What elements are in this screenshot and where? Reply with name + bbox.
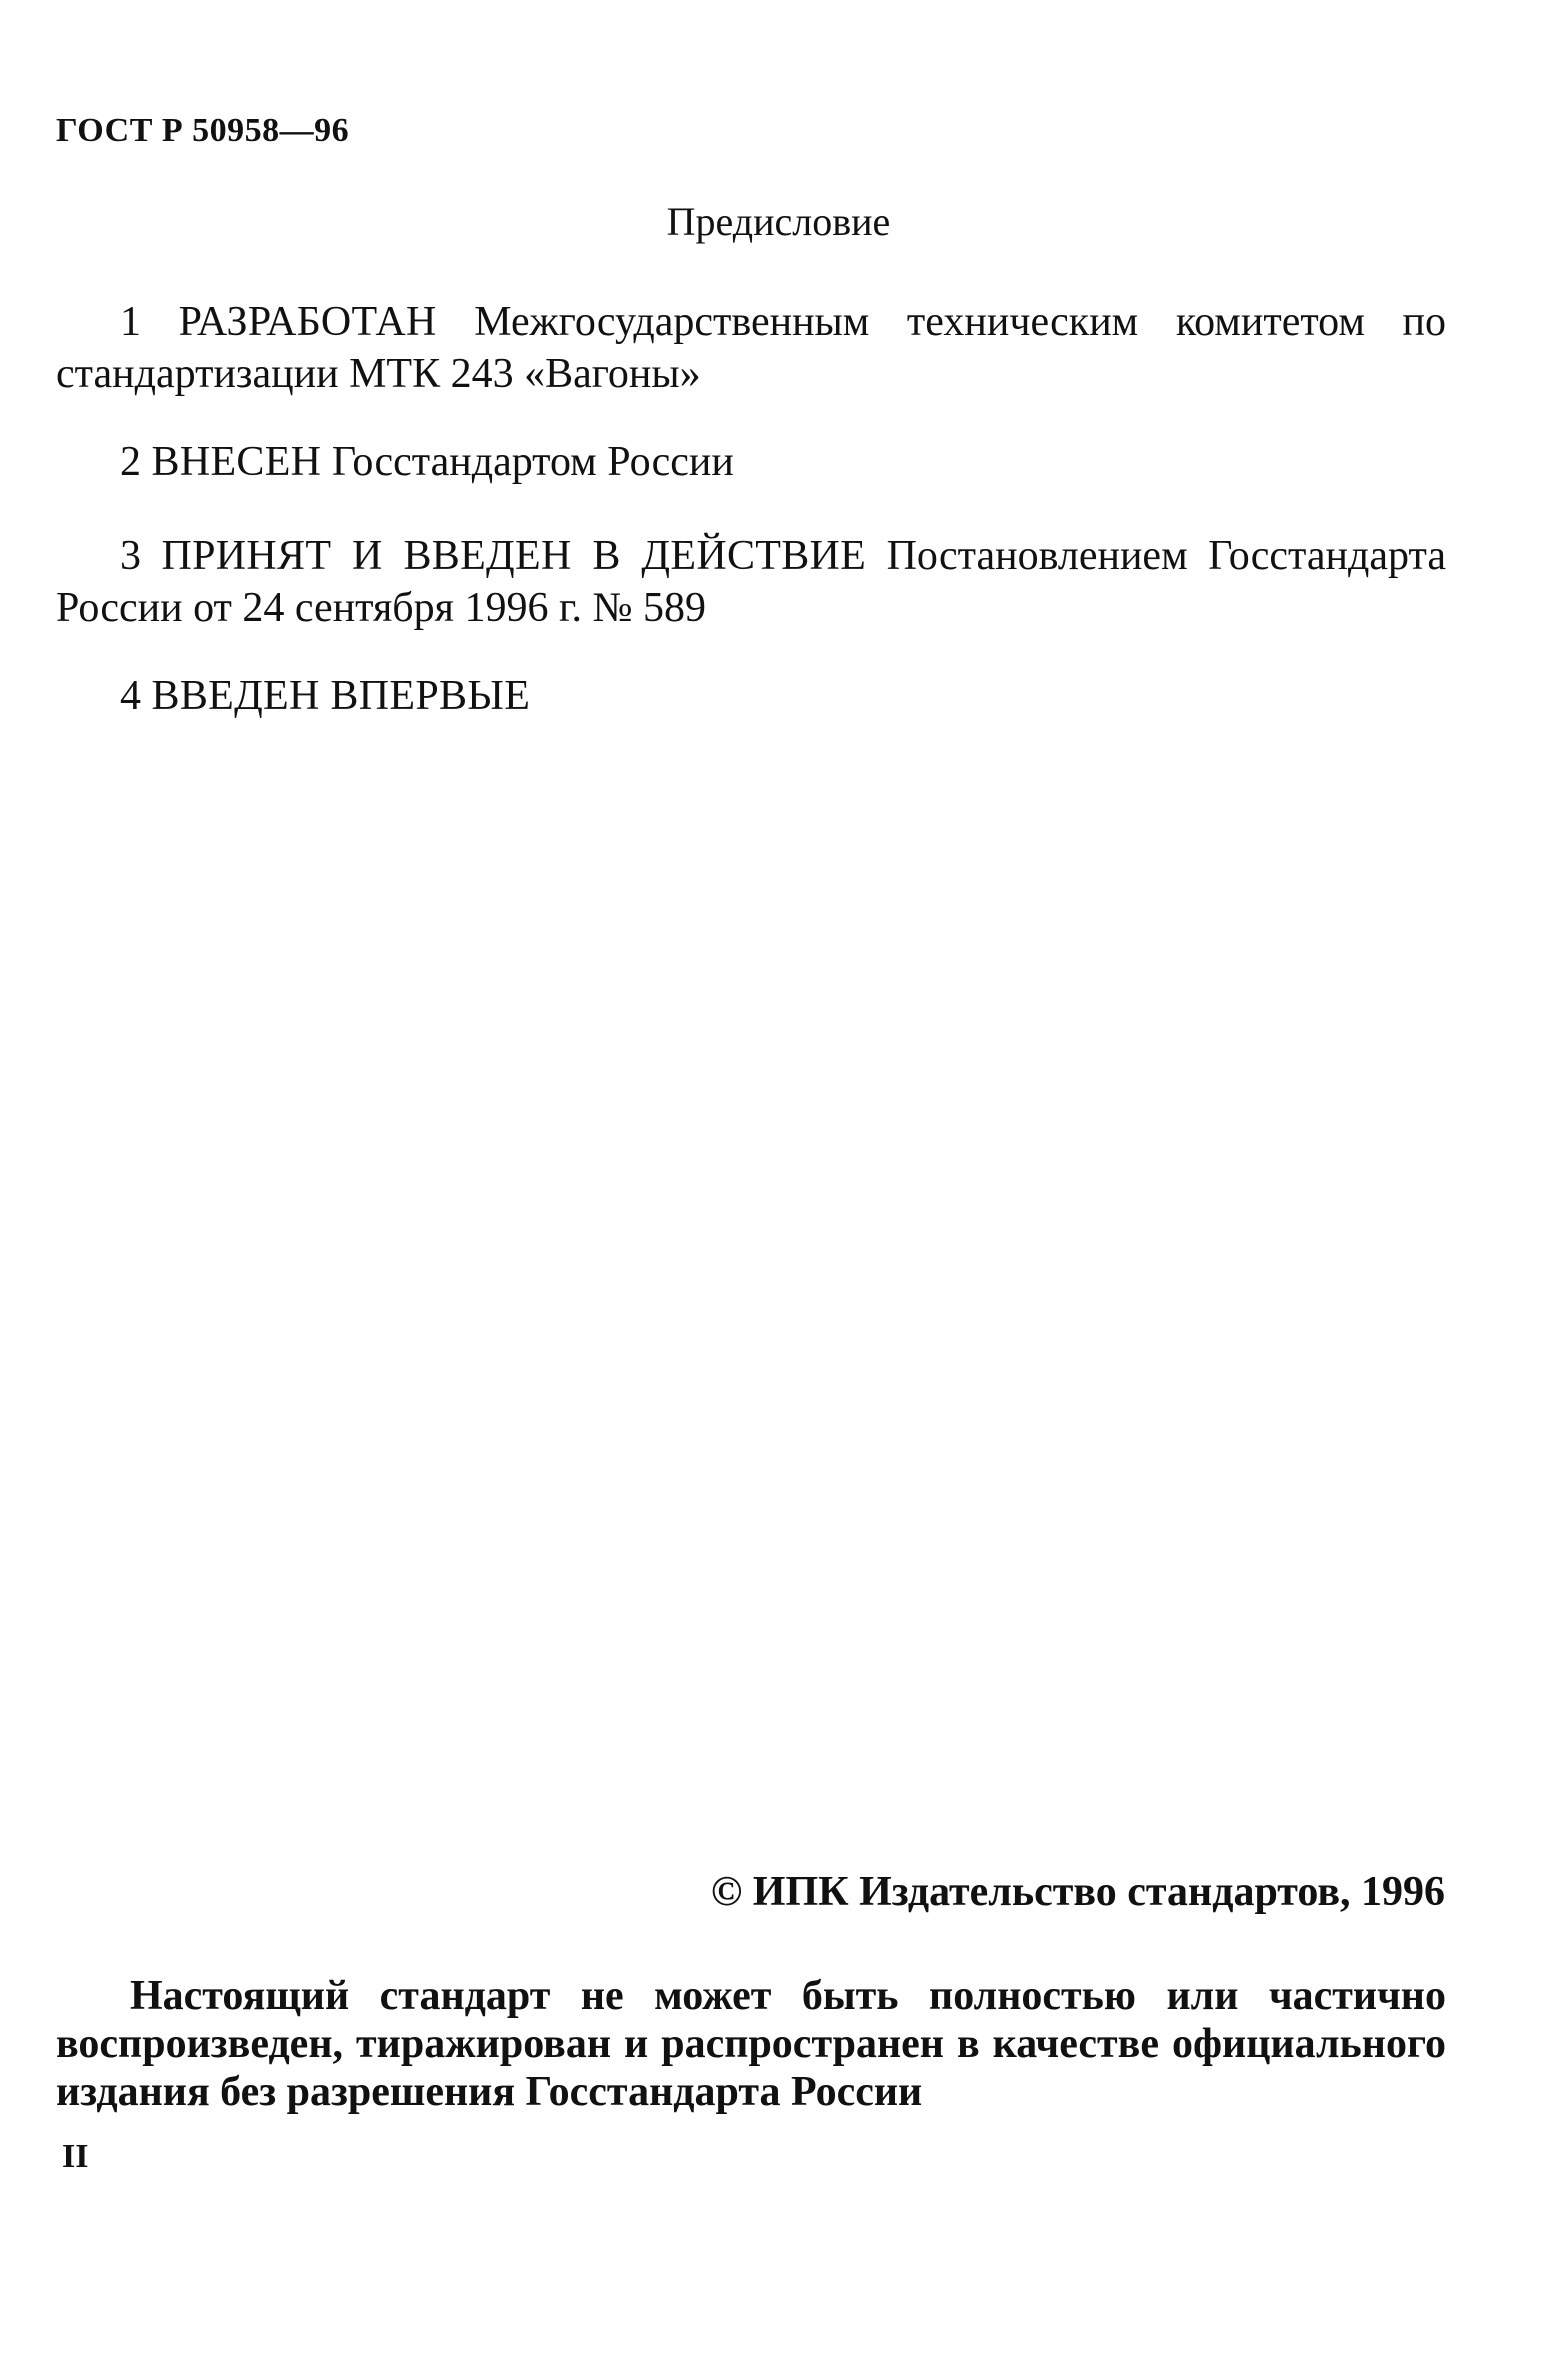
- item-lead: ВВЕДЕН ВПЕРВЫЕ: [151, 673, 531, 719]
- item-number: 1: [120, 299, 141, 345]
- document-code: ГОСТ Р 50958—96: [56, 112, 350, 149]
- copyright-line: © ИПК Издательство стандартов, 1996: [710, 1869, 1445, 1915]
- reproduction-notice: [56, 1972, 1446, 2116]
- item-lead: ВНЕСЕН: [151, 439, 322, 485]
- item-number: 4: [120, 673, 141, 719]
- foreword-item-4: [56, 670, 1446, 722]
- foreword-title: Предисловие: [666, 199, 891, 244]
- foreword-item-1: [56, 296, 1446, 400]
- item-text: Межгосударственным техническим комитетом по стандартизации МТК 243 «Вагоны»: [56, 299, 1447, 397]
- page-number: II: [62, 2138, 89, 2175]
- item-lead: РАЗРАБОТАН: [178, 299, 437, 345]
- foreword-item-3: [56, 530, 1446, 634]
- notice-text: Настоящий стандарт не может быть полностью или частично воспроизведен, тиражирован и распространен в качестве официального издания без разрешения Госстандарта России: [56, 1973, 1446, 2115]
- foreword-item-2: [56, 436, 1446, 488]
- item-text: Госстандартом России: [331, 439, 734, 485]
- item-lead: ПРИНЯТ И ВВЕДЕН В ДЕЙСТВИЕ: [161, 533, 867, 579]
- item-text: Постановлением Госстандарта России от 24 сентября 1996 г. № 589: [56, 533, 1446, 631]
- item-number: 2: [120, 439, 141, 485]
- item-number: 3: [120, 533, 141, 579]
